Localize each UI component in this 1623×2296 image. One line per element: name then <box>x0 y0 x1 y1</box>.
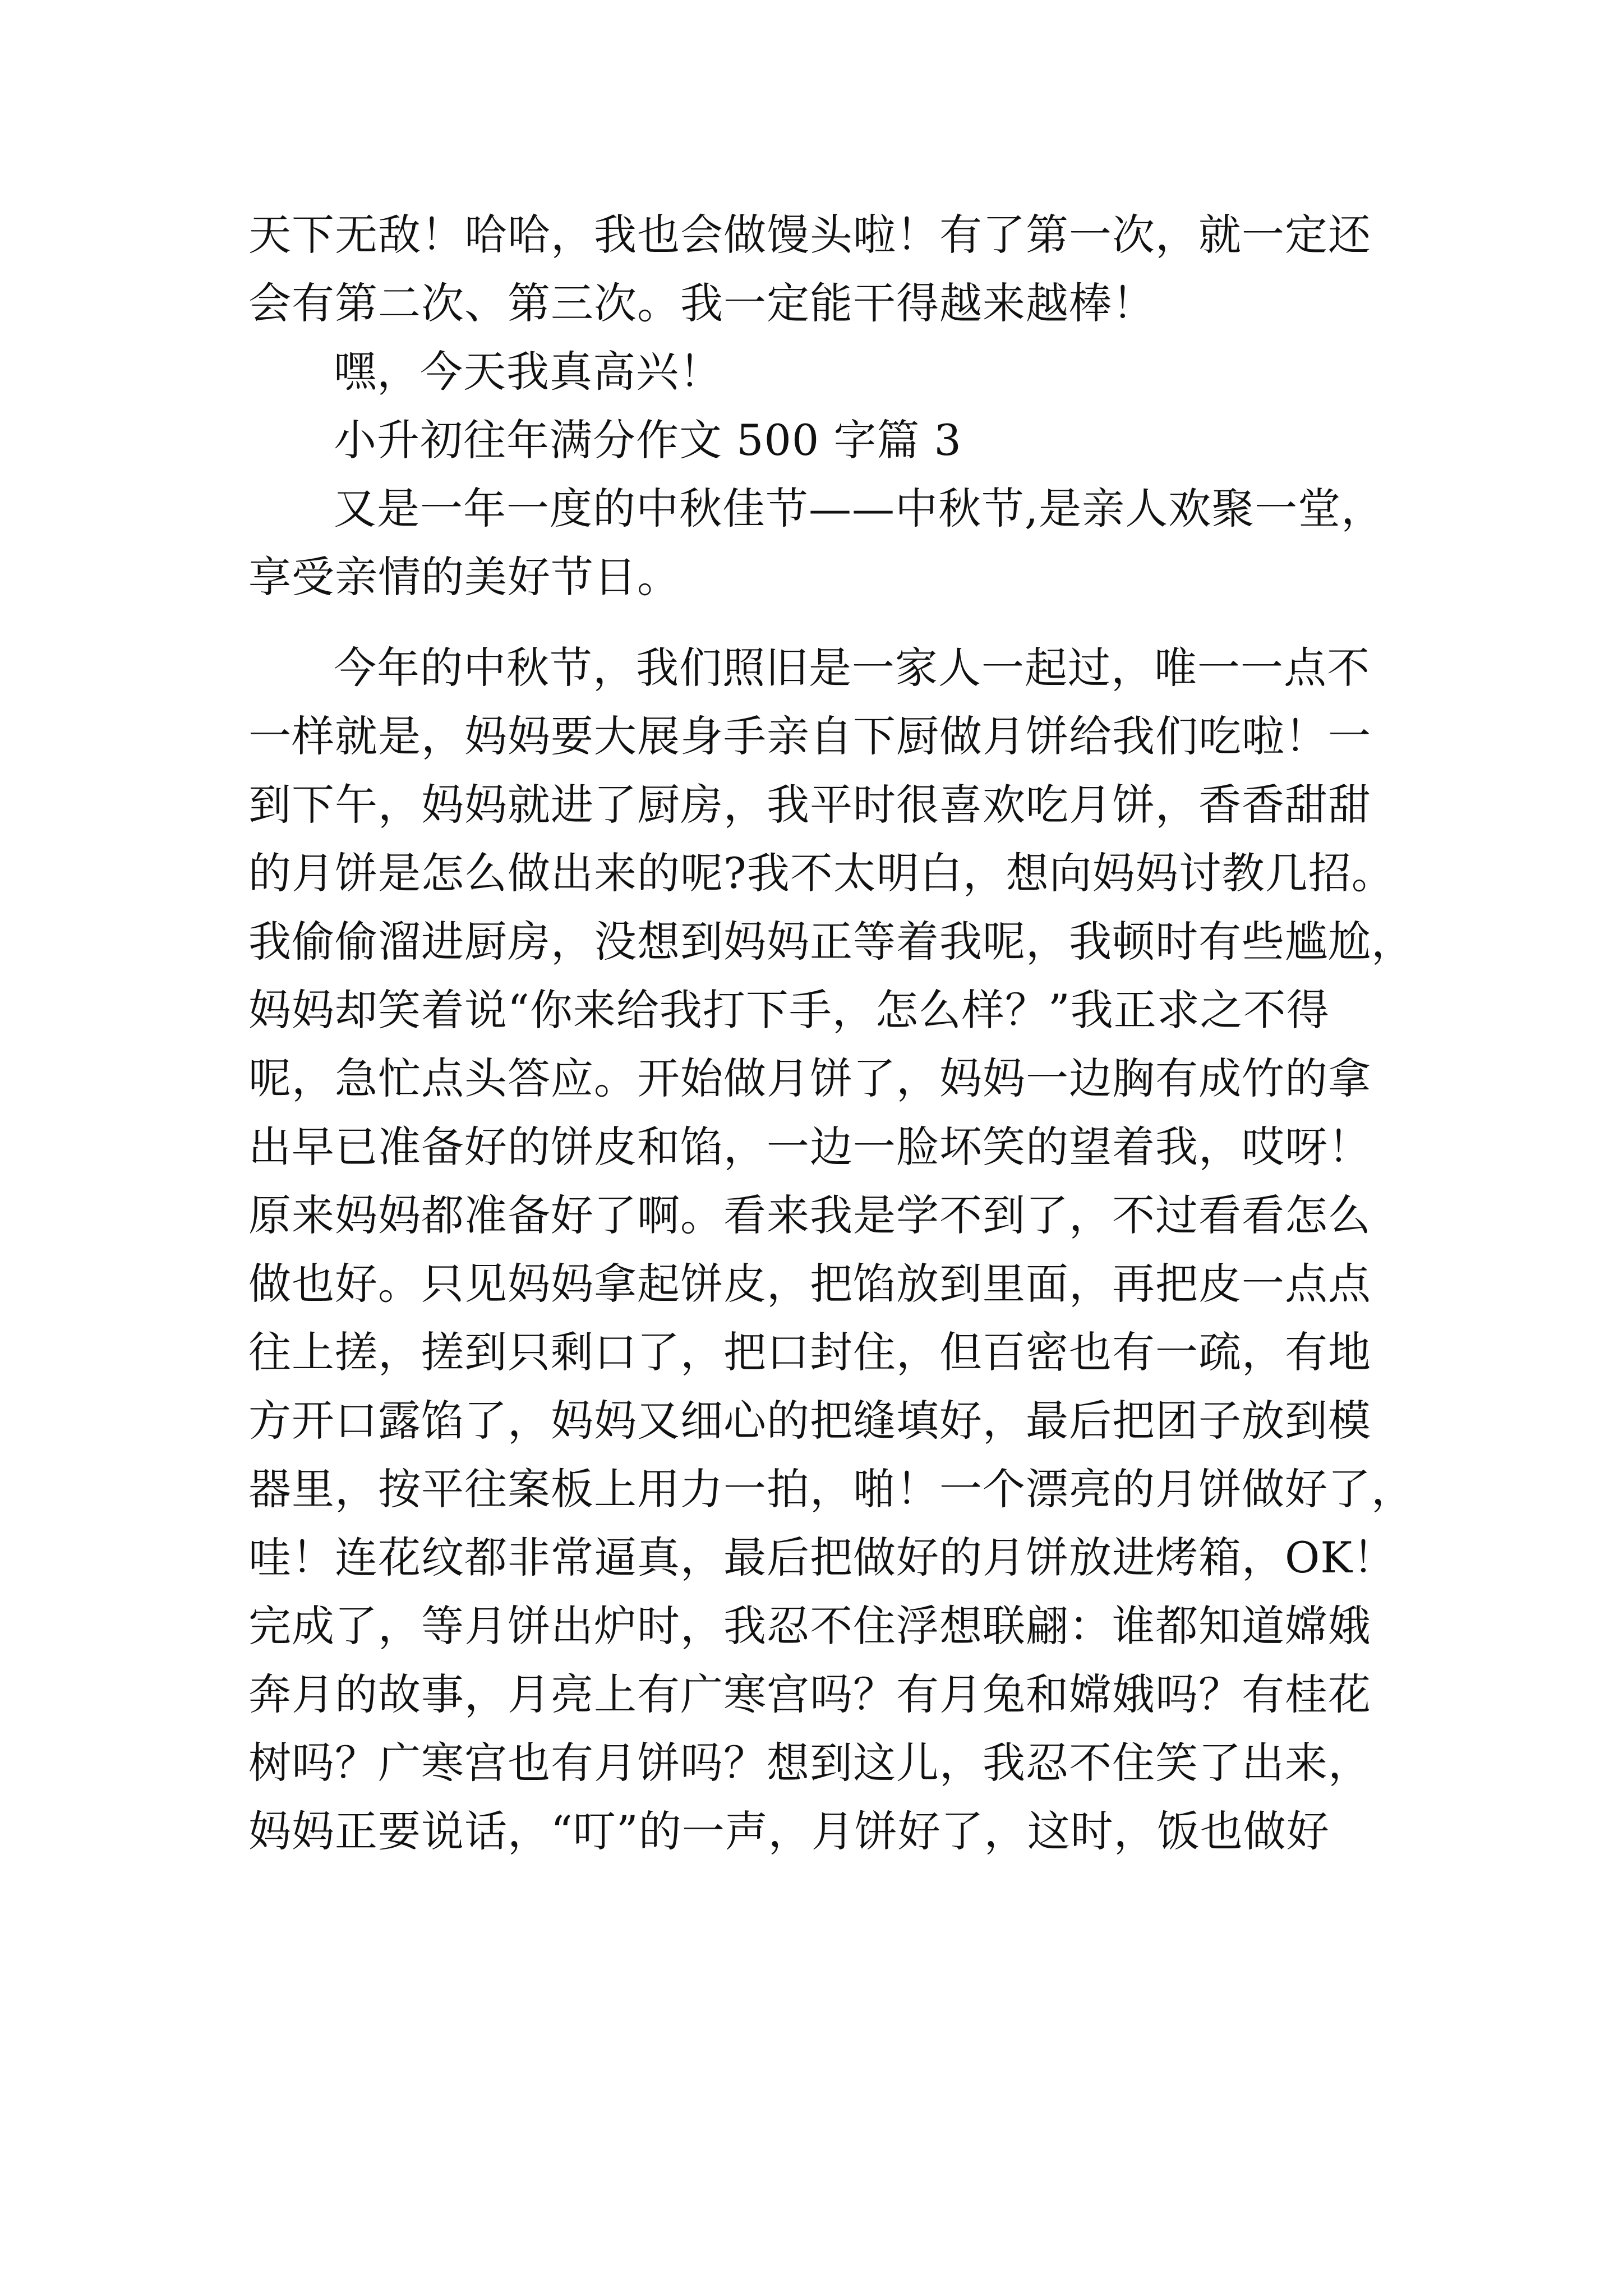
text-line: 的月饼是怎么做出来的呢?我不太明白，想向妈妈讨教几招。 <box>248 848 1395 898</box>
text-line: 会有第二次、第三次。我一定能干得越来越棒！ <box>248 278 1155 328</box>
text-line: 天下无敌！哈哈，我也会做馒头啦！有了第一次，就一定还 <box>248 210 1371 260</box>
text-line: 又是一年一度的中秋佳节——中秋节,是亲人欢聚一堂， <box>334 484 1385 533</box>
text-line: 做也好。只见妈妈拿起饼皮，把馅放到里面，再把皮一点点 <box>248 1259 1371 1309</box>
text-line: 哇！连花纹都非常逼真，最后把做好的月饼放进烤箱，OK！ <box>248 1533 1396 1582</box>
text-line: 树吗？广寒宫也有月饼吗？想到这儿，我忍不住笑了出来， <box>248 1738 1371 1788</box>
text-line: 呢，急忙点头答应。开始做月饼了，妈妈一边胸有成竹的拿 <box>248 1053 1371 1103</box>
text-line: 一样就是，妈妈要大展身手亲自下厨做月饼给我们吃啦！一 <box>248 711 1371 761</box>
paragraph-gap <box>248 611 1398 634</box>
text-line: 出早已准备好的饼皮和馅，一边一脸坏笑的望着我，哎呀！ <box>248 1122 1371 1172</box>
section-heading: 小升初往年满分作文 500 字篇 3 <box>334 415 962 465</box>
essay-text <box>248 201 1414 1866</box>
text-line: 方开口露馅了，妈妈又细心的把缝填好，最后把团子放到模 <box>248 1396 1371 1446</box>
text-line: 今年的中秋节，我们照旧是一家人一起过，唯一一点不 <box>334 643 1370 693</box>
text-line: 奔月的故事，月亮上有广寒宫吗？有月兔和嫦娥吗？有桂花 <box>248 1669 1371 1719</box>
text-line: 享受亲情的美好节日。 <box>248 552 680 602</box>
text-line: 器里，按平往案板上用力一拍，啪！一个漂亮的月饼做好了， <box>248 1464 1414 1514</box>
text-line: 嘿，今天我真高兴！ <box>334 347 722 397</box>
text-line: 我偷偷溜进厨房，没想到妈妈正等着我呢，我顿时有些尴尬， <box>248 917 1414 967</box>
text-line: 完成了，等月饼出炉时，我忍不住浮想联翩：谁都知道嫦娥 <box>248 1601 1371 1651</box>
text-line: 往上搓，搓到只剩口了，把口封住，但百密也有一疏，有地 <box>248 1327 1371 1377</box>
text-line: 妈妈却笑着说“你来给我打下手，怎么样？”我正求之不得 <box>248 985 1330 1035</box>
text-line: 到下午，妈妈就进了厨房，我平时很喜欢吃月饼，香香甜甜 <box>248 780 1371 830</box>
text-line: 原来妈妈都准备好了啊。看来我是学不到了，不过看看怎么 <box>248 1190 1371 1240</box>
text-line: 妈妈正要说话，“叮”的一声，月饼好了，这时，饭也做好 <box>248 1806 1330 1856</box>
